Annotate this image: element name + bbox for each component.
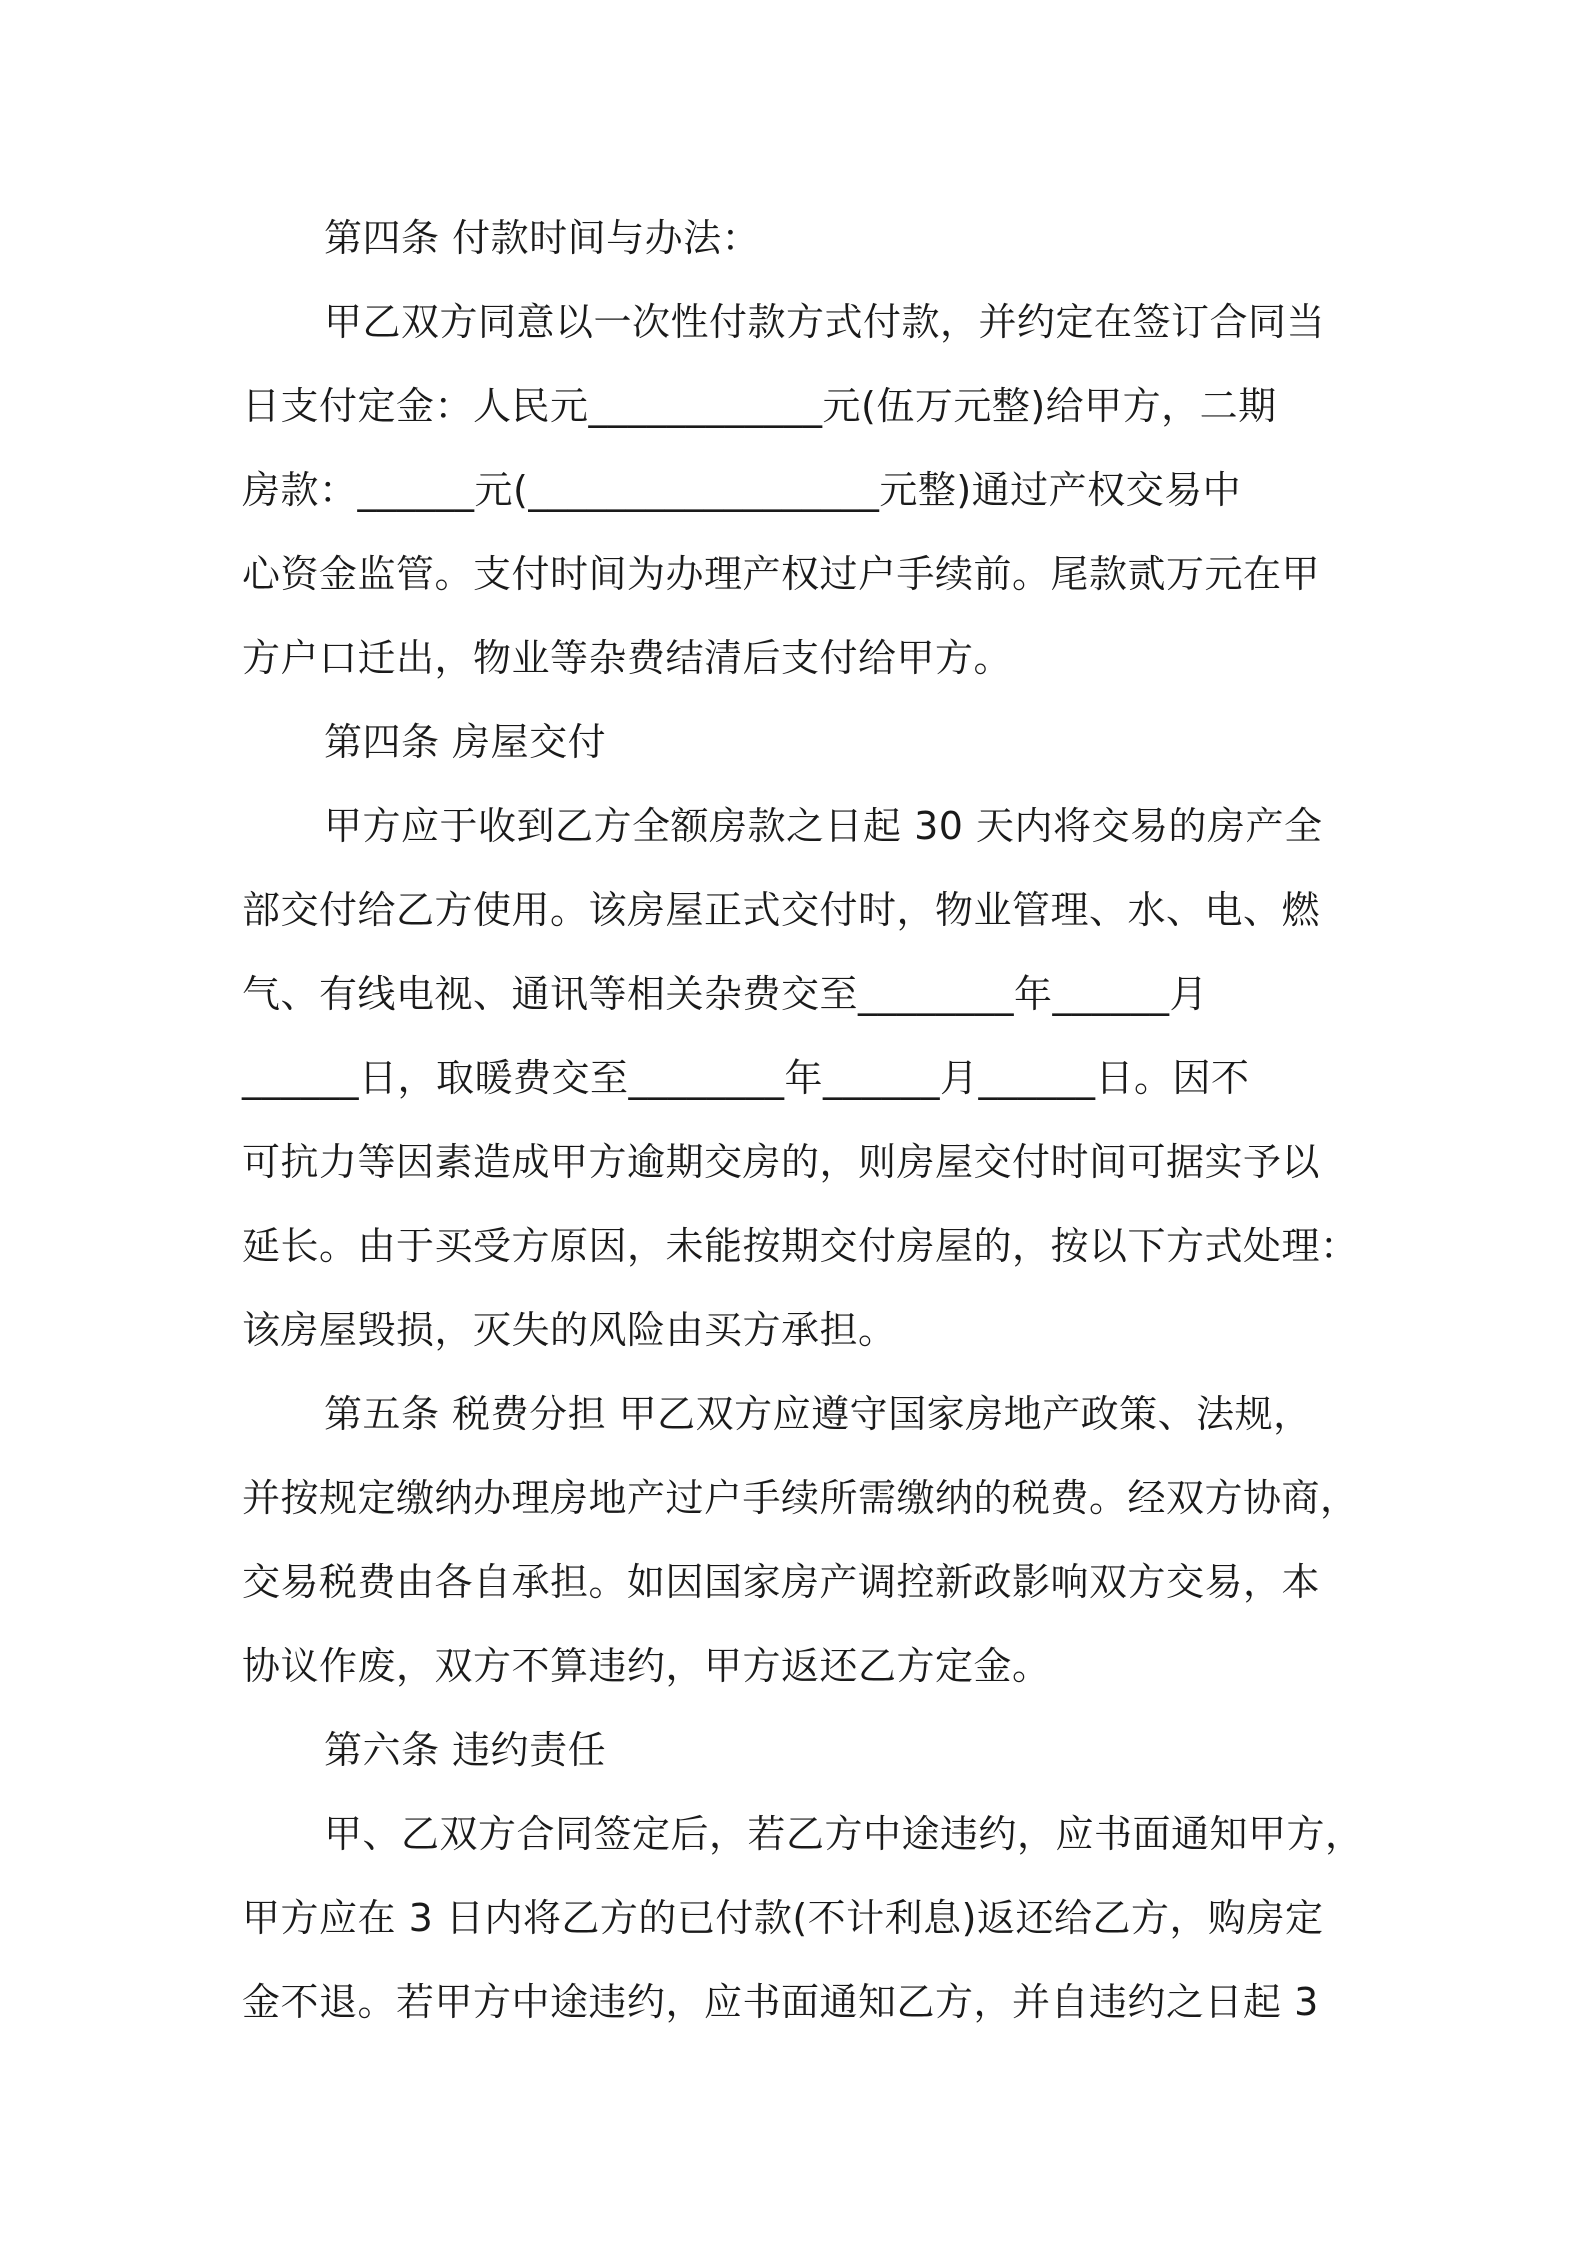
paragraph-line: 甲方应在 3 日内将乙方的已付款(不计利息)返还给乙方，购房定: [242, 1896, 1324, 1940]
article-4-delivery-heading: 第四条 房屋交付: [324, 720, 607, 764]
article-6-breach-heading: 第六条 违约责任: [324, 1728, 607, 1772]
article-5-tax-heading: 第五条 税费分担 甲乙双方应遵守国家房地产政策、法规，: [324, 1392, 1312, 1436]
paragraph-line: 交易税费由各自承担。如因国家房产调控新政影响双方交易，本: [242, 1560, 1321, 1604]
paragraph-line: 气、有线电视、通讯等相关杂费交至________年______月: [242, 972, 1209, 1016]
paragraph-line: 甲方应于收到乙方全额房款之日起 30 天内将交易的房产全: [324, 804, 1323, 848]
paragraph-line: 心资金监管。支付时间为办理产权过户手续前。尾款贰万元在甲: [242, 552, 1321, 596]
paragraph-line: 甲乙双方同意以一次性付款方式付款，并约定在签订合同当: [324, 300, 1326, 344]
paragraph-line: 并按规定缴纳办理房地产过户手续所需缴纳的税费。经双方协商，: [242, 1476, 1359, 1520]
paragraph-line: 金不退。若甲方中途违约，应书面通知乙方，并自违约之日起 3: [242, 1980, 1319, 2024]
paragraph-line: 协议作废，双方不算违约，甲方返还乙方定金。: [242, 1644, 1051, 1688]
paragraph-line: 部交付给乙方使用。该房屋正式交付时，物业管理、水、电、燃: [242, 888, 1321, 932]
paragraph-line: 房款：______元(__________________元整)通过产权交易中: [242, 468, 1242, 512]
document-page: [242, 196, 1362, 2044]
paragraph-line: 日支付定金：人民元____________元(伍万元整)给甲方，二期: [242, 384, 1277, 428]
paragraph-line: ______日，取暖费交至________年______月______日。因不: [242, 1056, 1250, 1100]
paragraph-line: 该房屋毁损，灭失的风险由买方承担。: [242, 1308, 897, 1352]
paragraph-line: 可抗力等因素造成甲方逾期交房的，则房屋交付时间可据实予以: [242, 1140, 1321, 1184]
paragraph-line: 延长。由于买受方原因，未能按期交付房屋的，按以下方式处理：: [242, 1224, 1359, 1268]
article-4-payment-heading: 第四条 付款时间与办法：: [324, 216, 761, 260]
paragraph-line: 方户口迁出，物业等杂费结清后支付给甲方。: [242, 636, 1013, 680]
paragraph-line: 甲、乙双方合同签定后，若乙方中途违约，应书面通知甲方，: [324, 1812, 1364, 1856]
